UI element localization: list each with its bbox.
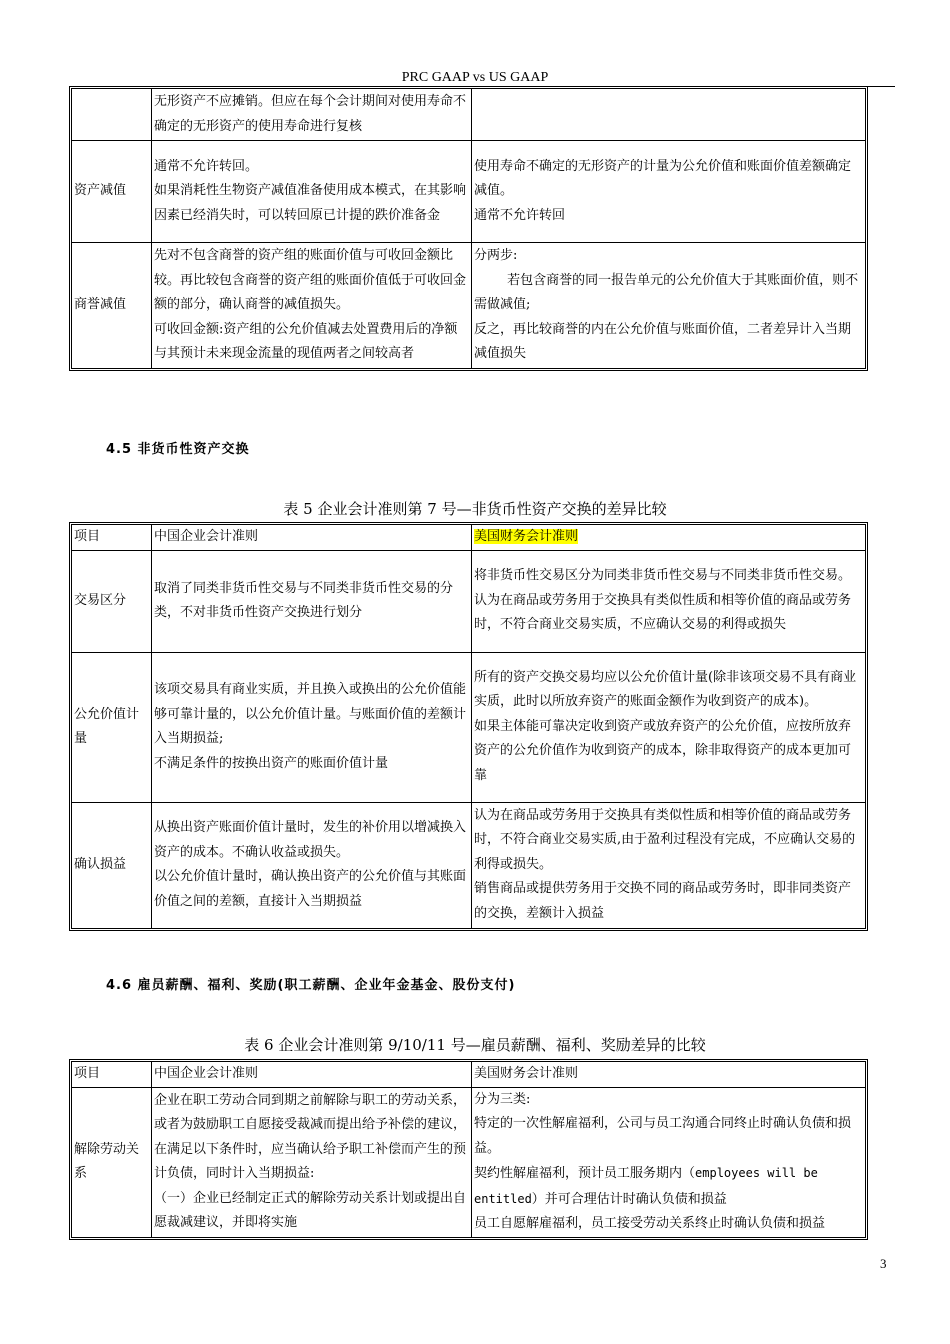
us-cell: 所有的资产交换交易均应以公允价值计量(除非该项交易不具有商业实质，此时以所放弃资产的账面金额作为收到资产的成本)。 如果主体能可靠决定收到资产或放弃资产的公允价值，应按所放弃资产的公允价值作为收到资产的成本，除非取得资产的成本更加可靠 (472, 652, 866, 802)
table-row (72, 1087, 866, 1237)
us-text-part2: ）并可合理估计时确认负债和损益 员工自愿解雇福利，员工接受劳动关系终止时确认负债和损益 (474, 1191, 826, 1231)
item-cell: 商誉减值 (72, 243, 152, 369)
prc-cell: 取消了同类非货币性交易与不同类非货币性交易的分类，不对非货币性资产交换进行划分 (152, 550, 472, 652)
table6-caption: 表 6 企业会计准则第 9/10/11 号—雇员薪酬、福利、奖励差异的比较 (244, 1036, 706, 1054)
continuation-table (71, 88, 866, 369)
item-cell: 确认损益 (72, 802, 152, 928)
table5-caption: 表 5 企业会计准则第 7 号—非货币性资产交换的差异比较 (283, 500, 667, 518)
table-row (72, 141, 866, 243)
header-prc: 中国企业会计准则 (152, 525, 472, 551)
prc-cell: 无形资产不应摊销。但应在每个会计期间对使用寿命不确定的无形资产的使用寿命进行复核 (152, 89, 472, 141)
table6 (71, 1061, 866, 1238)
us-cell (472, 1087, 866, 1237)
us-cell: 使用寿命不确定的无形资产的计量为公允价值和账面价值差额确定减值。 通常不允许转回 (472, 141, 866, 243)
us-code-text: employees will be entitled (474, 1166, 826, 1206)
table-row (72, 652, 866, 802)
prc-cell: 从换出资产账面价值计量时，发生的补价用以增减换入资产的成本。不确认收益或损失。 以公允价值计量时，确认换出资产的公允价值与其账面价值之间的差额，直接计入当期损益 (152, 802, 472, 928)
us-cell: 认为在商品或劳务用于交换具有类似性质和相等价值的商品或劳务时，不符合商业交易实质,由于盈利过程没有完成，不应确认交易的利得或损失。 销售商品或提供劳务用于交换不同的商品或劳务时，即非同类资产的交换，差额计入损益 (472, 802, 866, 928)
table-row (72, 802, 866, 928)
header-prc: 中国企业会计准则 (152, 1062, 472, 1088)
header-us (472, 525, 866, 551)
us-text-part1: 分为三类: 特定的一次性解雇福利，公司与员工沟通合同终止时确认负债和损益。 契约性解雇福利，预计员工服务期内（ (474, 1091, 852, 1181)
page-number: 3 (880, 1256, 887, 1271)
table-header-row (72, 525, 866, 551)
prc-cell: 该项交易具有商业实质，并且换入或换出的公允价值能够可靠计量的，以公允价值计量。与账面价值的差额计入当期损益; 不满足条件的按换出资产的账面价值计量 (152, 652, 472, 802)
us-cell (472, 89, 866, 141)
us-cell: 分两步: 若包含商誉的同一报告单元的公允价值大于其账面价值，则不需做减值; 反之，再比较商誉的内在公允价值与账面价值，二者差异计入当期减值损失 (472, 243, 866, 369)
item-cell: 交易区分 (72, 550, 152, 652)
table5 (71, 524, 866, 929)
header-rule (71, 86, 895, 87)
prc-cell: 企业在职工劳动合同到期之前解除与职工的劳动关系，或者为鼓励职工自愿接受裁减而提出给予补偿的建议，在满足以下条件时，应当确认给予职工补偿而产生的预计负债，同时计入当期损益: （一）企业已经制定正式的解除劳动关系计划或提出自愿裁减建议，并即将实施 (152, 1087, 472, 1237)
header-item: 项目 (72, 1062, 152, 1088)
table-header-row (72, 1062, 866, 1088)
section-heading-4-5: 4.5 非货币性资产交换 (106, 442, 250, 457)
highlighted-header-us: 美国财务会计准则 (474, 529, 579, 544)
header-us: 美国财务会计准则 (472, 1062, 866, 1088)
header-item: 项目 (72, 525, 152, 551)
prc-cell: 先对不包含商誉的资产组的账面价值与可收回金额比较。再比较包含商誉的资产组的账面价值低于可收回金额的部分，确认商誉的减值损失。 可收回金额:资产组的公允价值减去处置费用后的净额与其预计未来现金流量的现值两者之间较高者 (152, 243, 472, 369)
table-row (72, 89, 866, 141)
us-cell: 将非货币性交易区分为同类非货币性交易与不同类非货币性交易。认为在商品或劳务用于交换具有类似性质和相等价值的商品或劳务时，不符合商业交易实质，不应确认交易的利得或损失 (472, 550, 866, 652)
table-row (72, 550, 866, 652)
item-cell: 公允价值计量 (72, 652, 152, 802)
item-cell: 解除劳动关系 (72, 1087, 152, 1237)
section-heading-4-6: 4.6 雇员薪酬、福利、奖励(职工薪酬、企业年金基金、股份支付) (106, 978, 516, 993)
page-header: PRC GAAP vs US GAAP (401, 70, 549, 85)
table-row (72, 243, 866, 369)
prc-cell: 通常不允许转回。 如果消耗性生物资产减值准备使用成本模式，在其影响因素已经消失时，可以转回原已计提的跌价准备金 (152, 141, 472, 243)
item-cell: 资产减值 (72, 141, 152, 243)
item-cell (72, 89, 152, 141)
